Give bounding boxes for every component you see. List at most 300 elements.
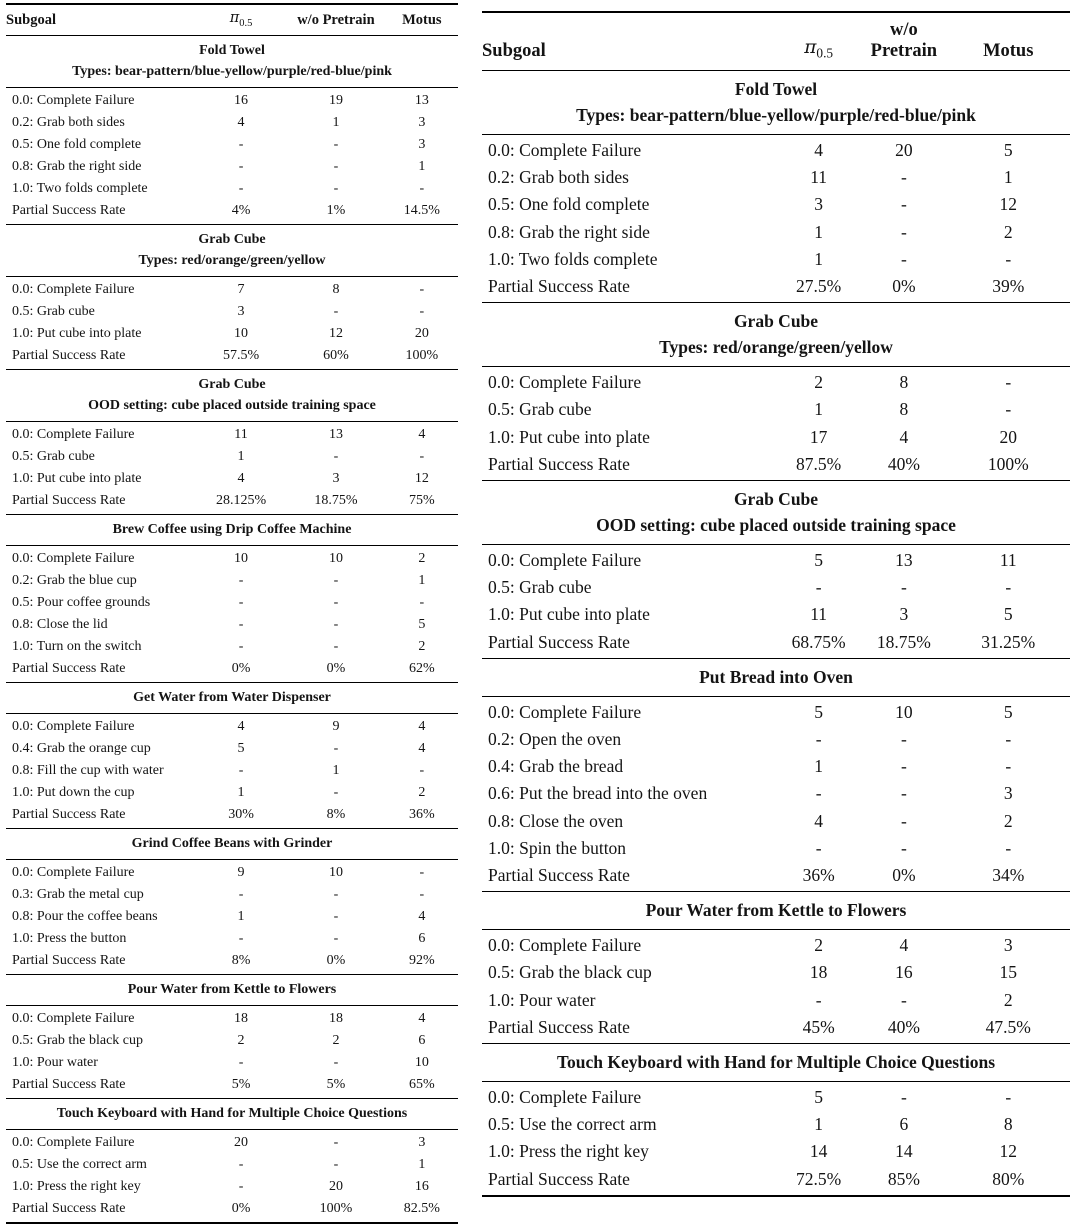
row-label: 0.5: Use the correct arm (12, 1156, 147, 1172)
header-row (6, 4, 458, 35)
row-label: Partial Success Rate (12, 1200, 126, 1216)
row-value: - (238, 1178, 244, 1194)
section-title-row (6, 682, 458, 713)
table-row (482, 164, 1070, 191)
row-value: 9 (237, 864, 245, 880)
row-label: 0.8: Close the lid (12, 616, 108, 632)
row-value: 12 (328, 325, 343, 341)
row-label: Partial Success Rate (488, 1168, 630, 1189)
row-label: 0.0: Complete Failure (12, 550, 135, 566)
table-row (482, 367, 1070, 397)
row-label: 0.3: Grab the metal cup (12, 886, 144, 902)
table-row (6, 200, 458, 225)
table-body (482, 71, 1070, 1196)
row-label: 0.0: Complete Failure (488, 372, 642, 393)
row-value: 6 (418, 930, 426, 946)
row-value: - (333, 158, 339, 174)
row-label: 0.8: Grab the right side (12, 158, 142, 174)
row-value: 15 (999, 962, 1017, 983)
row-value: 2 (418, 784, 426, 800)
row-value: 1 (237, 784, 245, 800)
row-value: - (333, 740, 339, 756)
row-value: 13 (414, 92, 429, 108)
row-value: 2 (332, 1032, 340, 1048)
row-value: 65% (408, 1076, 435, 1092)
row-value: - (238, 1054, 244, 1070)
row-value: 20 (414, 325, 429, 341)
row-value: 8 (332, 281, 340, 297)
row-value: 1 (237, 908, 245, 924)
row-value: 2 (1003, 221, 1013, 242)
table-row (482, 424, 1070, 451)
table-row (6, 570, 458, 592)
row-value: 31.25% (981, 631, 1036, 652)
table-row (482, 835, 1070, 862)
row-value: 11 (810, 167, 828, 188)
row-value: 2 (418, 638, 426, 654)
row-value: 4 (899, 935, 909, 956)
row-label: 0.4: Grab the orange cup (12, 740, 151, 756)
row-value: 18 (234, 1010, 249, 1026)
row-value: 39% (992, 276, 1025, 297)
row-label: Partial Success Rate (488, 865, 630, 886)
row-label: 1.0: Put down the cup (12, 784, 135, 800)
row-value: 11 (999, 550, 1017, 571)
row-value: 0% (231, 660, 251, 676)
row-value: - (900, 194, 907, 215)
row-value: - (238, 158, 244, 174)
pi-symbol: π (229, 10, 240, 26)
row-label: 0.0: Complete Failure (12, 426, 135, 442)
row-label: 1.0: Press the right key (488, 1141, 649, 1162)
row-label: 0.5: Grab the black cup (488, 962, 652, 983)
row-value: - (900, 837, 907, 858)
row-value: 27.5% (796, 276, 842, 297)
row-value: 34% (992, 865, 1025, 886)
row-label: Partial Success Rate (12, 492, 126, 508)
section-title-row (6, 224, 458, 276)
results-table-left (6, 3, 458, 1224)
row-value: - (419, 594, 425, 610)
row-value: - (238, 762, 244, 778)
row-value: - (238, 930, 244, 946)
row-value: - (419, 864, 425, 880)
row-value: 12 (414, 470, 429, 486)
row-value: 1 (814, 399, 824, 420)
row-label: 0.2: Grab the blue cup (12, 572, 137, 588)
column-header-wo-pretrain: w/o Pretrain (861, 12, 946, 71)
row-value: 100% (319, 1200, 353, 1216)
row-value: - (900, 167, 907, 188)
row-value: 12 (999, 1141, 1017, 1162)
row-value: 0% (326, 660, 346, 676)
pi-subscript: 0.5 (816, 46, 834, 61)
row-label: 0.5: Pour coffee grounds (12, 594, 151, 610)
section-title: Grind Coffee Beans with Grinder (6, 828, 458, 859)
row-value: 11 (810, 604, 828, 625)
right-table-container (482, 11, 1070, 1197)
row-value: 3 (418, 1134, 426, 1150)
row-value: 4 (899, 426, 909, 447)
row-value: 4 (814, 140, 824, 160)
row-label: 0.5: Grab the black cup (12, 1032, 144, 1048)
table-row (6, 323, 458, 345)
row-label: 0.2: Grab both sides (488, 167, 629, 188)
row-label: 0.8: Close the oven (488, 810, 624, 831)
row-value: - (419, 448, 425, 464)
row-value: - (900, 810, 907, 831)
row-value: 20 (895, 140, 913, 160)
row-value: 7 (237, 281, 245, 297)
row-value: 2 (1003, 810, 1013, 831)
row-value: 72.5% (796, 1168, 842, 1189)
section-title-row (482, 892, 1070, 930)
row-label: 0.6: Put the bread into the oven (488, 783, 708, 804)
row-value: - (238, 1156, 244, 1172)
row-value: 4 (237, 114, 245, 130)
section-title: Grab Cube Types: red/orange/green/yellow (482, 303, 1070, 367)
row-label: 0.8: Fill the cup with water (12, 762, 164, 778)
table-row (482, 219, 1070, 246)
table-row (6, 614, 458, 636)
table-row (482, 987, 1070, 1014)
row-label: Partial Success Rate (12, 202, 126, 218)
row-value: 8 (1003, 1114, 1013, 1135)
section-title: Fold Towel Types: bear-pattern/blue-yellow/purple/red-blue/pink (482, 71, 1070, 135)
column-header-pi05 (196, 4, 286, 35)
row-value: 14 (895, 1141, 913, 1162)
row-label: 0.0: Complete Failure (12, 1134, 135, 1150)
section-title-row (6, 514, 458, 545)
section-title-row (482, 1044, 1070, 1082)
row-value: - (238, 616, 244, 632)
row-value: 1 (814, 1114, 824, 1135)
row-value: - (1005, 248, 1012, 269)
row-value: 2 (237, 1032, 245, 1048)
section-title-row (482, 481, 1070, 545)
table-row (6, 112, 458, 134)
table-row (482, 1138, 1070, 1165)
row-value: - (1005, 399, 1012, 420)
section-title-row (6, 974, 458, 1005)
table-row (6, 859, 458, 884)
row-value: - (1005, 1087, 1012, 1108)
section-title-row (6, 35, 458, 87)
row-value: 18.75% (314, 492, 358, 508)
column-header-subgoal: Subgoal (6, 4, 196, 35)
row-value: - (419, 180, 425, 196)
row-value: 13 (895, 550, 913, 571)
table-row (482, 753, 1070, 780)
row-value: 2 (814, 372, 824, 393)
table-row (6, 760, 458, 782)
row-value: 18 (328, 1010, 343, 1026)
row-value: 80% (992, 1168, 1025, 1189)
column-header-motus: Motus (386, 4, 458, 35)
row-label: 1.0: Two folds complete (488, 248, 658, 269)
table-header (482, 12, 1070, 71)
row-label: 0.0: Complete Failure (12, 864, 135, 880)
table-row (6, 1176, 458, 1198)
row-value: 4 (418, 718, 426, 734)
row-value: 3 (814, 194, 824, 215)
row-label: 1.0: Spin the button (488, 837, 627, 858)
row-label: 0.0: Complete Failure (12, 281, 135, 297)
row-label: 1.0: Pour water (12, 1054, 98, 1070)
row-value: 3 (1003, 935, 1013, 956)
row-value: 62% (408, 660, 435, 676)
table-row (6, 906, 458, 928)
row-value: - (333, 616, 339, 632)
row-value: 85% (887, 1168, 920, 1189)
row-value: - (815, 729, 822, 750)
row-value: - (419, 886, 425, 902)
section-title: Put Bread into Oven (482, 658, 1070, 696)
row-value: 5 (1003, 701, 1013, 722)
row-value: 92% (408, 952, 435, 968)
table-row (482, 726, 1070, 753)
row-label: 0.5: One fold complete (12, 136, 142, 152)
row-value: - (333, 886, 339, 902)
row-label: Partial Success Rate (12, 660, 126, 676)
row-value: 1 (332, 762, 340, 778)
row-value: - (1005, 372, 1012, 393)
row-value: - (238, 638, 244, 654)
row-value: - (333, 1134, 339, 1150)
row-value: 12 (999, 194, 1017, 215)
row-label: 1.0: Put cube into plate (12, 470, 142, 486)
row-label: 0.0: Complete Failure (488, 550, 642, 571)
row-value: 47.5% (985, 1016, 1031, 1037)
row-value: - (238, 180, 244, 196)
table-body (6, 35, 458, 1223)
row-value: 100% (987, 453, 1029, 474)
table-row (6, 884, 458, 906)
row-value: - (333, 930, 339, 946)
row-value: 1% (326, 202, 346, 218)
column-header-wo-pretrain: w/o Pretrain (286, 4, 385, 35)
table-row (6, 134, 458, 156)
row-label: 1.0: Put cube into plate (488, 604, 650, 625)
row-value: - (238, 886, 244, 902)
row-label: 1.0: Press the right key (12, 1178, 141, 1194)
row-value: - (1005, 837, 1012, 858)
section-title: Grab Cube Types: red/orange/green/yellow (6, 224, 458, 276)
row-value: 0% (892, 276, 916, 297)
table-row (482, 959, 1070, 986)
row-value: - (900, 221, 907, 242)
table-row (482, 1111, 1070, 1138)
row-value: 13 (328, 426, 343, 442)
row-value: 2 (814, 935, 824, 956)
table-row (6, 1198, 458, 1223)
row-label: 0.0: Complete Failure (488, 935, 642, 956)
row-value: 14.5% (403, 202, 440, 218)
row-label: 0.8: Grab the right side (488, 221, 650, 242)
table-row (482, 629, 1070, 659)
row-value: 0% (231, 1200, 251, 1216)
row-label: 0.0: Complete Failure (12, 1010, 135, 1026)
column-header-subgoal: Subgoal (482, 12, 776, 71)
row-value: 68.75% (791, 631, 846, 652)
row-value: 20 (999, 426, 1017, 447)
row-value: 5% (231, 1076, 251, 1092)
row-value: 82.5% (403, 1200, 440, 1216)
row-value: 1 (418, 1156, 426, 1172)
results-table-right (482, 11, 1070, 1197)
row-value: 40% (887, 1016, 920, 1037)
row-label: 0.5: Grab cube (12, 303, 95, 319)
section-title-row (482, 658, 1070, 696)
row-value: 1 (814, 756, 824, 777)
row-label: 0.5: Grab cube (488, 399, 592, 420)
header-row (482, 12, 1070, 71)
row-value: 0% (892, 865, 916, 886)
row-value: 14 (809, 1141, 828, 1162)
section-title: Grab Cube OOD setting: cube placed outside training space (482, 481, 1070, 545)
row-value: 2 (418, 550, 426, 566)
row-label: Partial Success Rate (12, 806, 126, 822)
row-value: 5 (418, 616, 426, 632)
row-value: - (238, 572, 244, 588)
section-title-row (482, 303, 1070, 367)
table-row (6, 804, 458, 829)
table-row (6, 592, 458, 614)
row-label: 0.0: Complete Failure (12, 718, 135, 734)
row-value: 3 (899, 604, 909, 625)
row-value: - (333, 784, 339, 800)
table-row (482, 862, 1070, 892)
section-title-row (482, 71, 1070, 135)
table-row (6, 738, 458, 760)
left-table-container (6, 3, 458, 1224)
row-value: 8% (231, 952, 251, 968)
row-value: 36% (408, 806, 435, 822)
row-label: 0.5: Grab cube (488, 577, 592, 598)
table-row (6, 490, 458, 515)
table-row (6, 87, 458, 112)
table-row (482, 574, 1070, 601)
row-value: 10 (234, 325, 249, 341)
table-row (6, 1030, 458, 1052)
table-row (6, 928, 458, 950)
table-row (482, 1166, 1070, 1196)
row-value: 17 (809, 426, 828, 447)
table-row (6, 950, 458, 975)
table-row (6, 178, 458, 200)
table-row (6, 545, 458, 570)
table-row (6, 301, 458, 323)
row-value: 0% (326, 952, 346, 968)
table-row (482, 1014, 1070, 1044)
column-header-pi05 (776, 12, 861, 71)
section-title-row (6, 1098, 458, 1129)
row-value: - (419, 762, 425, 778)
table-row (6, 636, 458, 658)
row-value: - (900, 729, 907, 750)
row-value: - (333, 638, 339, 654)
row-label: 1.0: Put cube into plate (12, 325, 142, 341)
table-row (482, 135, 1070, 165)
row-label: Partial Success Rate (12, 347, 126, 363)
row-value: 4 (237, 718, 245, 734)
row-value: 1 (332, 114, 340, 130)
row-value: - (900, 783, 907, 804)
row-value: - (900, 1087, 907, 1108)
row-value: 6 (899, 1114, 909, 1135)
row-label: 1.0: Press the button (12, 930, 127, 946)
table-row (6, 658, 458, 683)
row-label: 1.0: Two folds complete (12, 180, 148, 196)
row-value: 10 (328, 864, 343, 880)
section-title: Touch Keyboard with Hand for Multiple Choice Questions (6, 1098, 458, 1129)
row-label: Partial Success Rate (488, 453, 630, 474)
section-title: Touch Keyboard with Hand for Multiple Choice Questions (482, 1044, 1070, 1082)
row-value: 4 (418, 740, 426, 756)
row-value: 9 (332, 718, 340, 734)
table-row (6, 1129, 458, 1154)
row-value: - (900, 248, 907, 269)
row-value: 16 (414, 1178, 429, 1194)
row-value: 18.75% (876, 631, 931, 652)
row-label: 0.0: Complete Failure (488, 140, 642, 160)
row-value: - (333, 908, 339, 924)
row-value: - (815, 577, 822, 598)
row-value: 16 (895, 962, 913, 983)
row-value: 20 (234, 1134, 249, 1150)
row-label: 1.0: Pour water (488, 989, 596, 1010)
row-value: 4 (418, 426, 426, 442)
row-value: 3 (237, 303, 245, 319)
table-row (482, 396, 1070, 423)
row-value: 4% (231, 202, 251, 218)
table-row (482, 930, 1070, 960)
row-label: 1.0: Put cube into plate (488, 426, 650, 447)
row-value: - (900, 756, 907, 777)
row-value: - (238, 594, 244, 610)
row-value: - (238, 136, 244, 152)
table-row (6, 1154, 458, 1176)
row-value: 5 (1003, 604, 1013, 625)
pi-symbol: π (804, 37, 817, 59)
row-label: Partial Success Rate (12, 1076, 126, 1092)
table-header (6, 4, 458, 35)
table-row (482, 246, 1070, 273)
row-value: 1 (1003, 167, 1013, 188)
row-value: 5 (1003, 140, 1013, 160)
row-value: 11 (234, 426, 248, 442)
row-value: 100% (405, 347, 439, 363)
row-value: 8 (899, 399, 909, 420)
row-label: Partial Success Rate (488, 631, 630, 652)
row-value: 36% (802, 865, 835, 886)
row-value: - (333, 448, 339, 464)
section-title: Fold Towel Types: bear-pattern/blue-yellow/purple/red-blue/pink (6, 35, 458, 87)
row-value: - (815, 837, 822, 858)
row-label: 0.0: Complete Failure (12, 92, 135, 108)
row-label: 0.5: Use the correct arm (488, 1114, 657, 1135)
row-label: 0.2: Open the oven (488, 729, 622, 750)
row-value: 60% (323, 347, 349, 363)
table-row (6, 468, 458, 490)
row-value: 1 (237, 448, 245, 464)
table-row (6, 156, 458, 178)
row-value: - (815, 783, 822, 804)
row-value: 10 (234, 550, 249, 566)
row-label: 0.2: Grab both sides (12, 114, 125, 130)
row-label: 0.8: Pour the coffee beans (12, 908, 158, 924)
table-row (482, 780, 1070, 807)
